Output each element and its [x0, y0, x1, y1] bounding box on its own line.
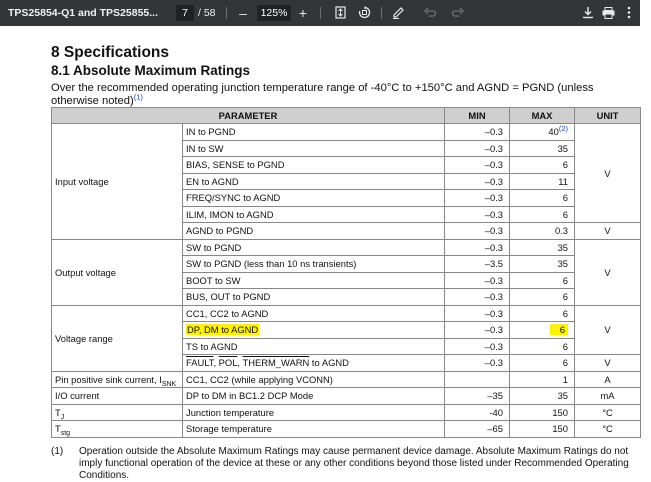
max-cell: 0.3: [510, 223, 575, 240]
table-row: [52, 124, 641, 141]
row-label: I/O current: [52, 388, 183, 405]
header-unit: UNIT: [575, 108, 641, 124]
zoom-in-button[interactable]: +: [298, 5, 308, 21]
max-cell: 35: [510, 239, 575, 256]
param-cell: Storage temperature: [183, 421, 445, 438]
footnote-ref-1[interactable]: (1): [133, 91, 143, 101]
row-label: [52, 404, 183, 421]
separator-text: ,: [213, 357, 219, 369]
param-cell: [183, 355, 445, 372]
param-cell: EN to AGND: [183, 173, 445, 190]
footnote-number: (1): [51, 446, 64, 457]
min-cell: –0.3: [445, 305, 510, 322]
footnote-text: Operation outside the Absolute Maximum Ratings may cause permanent device damage. Absolute Maximum Ratings do not imply functional operation of the device at these or any other conditions beyond those listed under Recommended Operating Conditions.: [79, 446, 629, 481]
highlighted-param: DP, DM to AGND: [187, 324, 259, 336]
param-cell: IN to SW: [183, 140, 445, 157]
min-cell: –0.3: [445, 157, 510, 174]
max-cell: 35: [510, 256, 575, 273]
max-cell: 6: [510, 338, 575, 355]
group-label: Voltage range: [52, 305, 183, 371]
unit-cell: V: [575, 239, 641, 305]
min-cell: –0.3: [445, 173, 510, 190]
label-subscript: J: [60, 413, 65, 421]
unit-cell: V: [575, 305, 641, 355]
table-row: [52, 388, 641, 405]
unit-cell: mA: [575, 388, 641, 405]
unit-cell: V: [575, 223, 641, 240]
label-subscript: stg: [60, 430, 71, 438]
max-cell: 6: [510, 289, 575, 306]
page-total: / 58: [198, 7, 216, 19]
param-cell: BIAS, SENSE to PGND: [183, 157, 445, 174]
page-number-input[interactable]: 7: [176, 5, 194, 21]
unit-cell: °C: [575, 404, 641, 421]
header-parameter: PARAMETER: [52, 108, 445, 124]
param-cell: IN to PGND: [183, 124, 445, 141]
suffix-text: to AGND: [309, 357, 349, 369]
rotate-icon[interactable]: [354, 0, 374, 26]
min-cell: –0.3: [445, 223, 510, 240]
param-cell: FREQ/SYNC to AGND: [183, 190, 445, 207]
print-icon[interactable]: [598, 0, 618, 26]
min-cell: –65: [445, 421, 510, 438]
param-cell: CC1, CC2 (while applying VCONN): [183, 371, 445, 388]
param-cell: SW to PGND (less than 10 ns transients): [183, 256, 445, 273]
row-label: [52, 421, 183, 438]
max-cell: 1: [510, 371, 575, 388]
unit-cell: V: [575, 355, 641, 372]
pol-label: $\overline{POL}$: [218, 357, 238, 369]
zoom-out-button[interactable]: –: [239, 5, 247, 21]
min-cell: [445, 371, 510, 388]
max-cell: [510, 124, 575, 141]
min-cell: –0.3: [445, 140, 510, 157]
min-cell: –35: [445, 388, 510, 405]
max-cell: 35: [510, 388, 575, 405]
param-cell: Junction temperature: [183, 404, 445, 421]
min-cell: –0.3: [445, 272, 510, 289]
table-header-row: [52, 108, 641, 124]
header-max: MAX: [510, 108, 575, 124]
table-row: [52, 404, 641, 421]
unit-cell: °C: [575, 421, 641, 438]
param-cell: AGND to PGND: [183, 223, 445, 240]
param-cell: BUS, OUT to PGND: [183, 289, 445, 306]
toolbar-divider: [381, 7, 382, 19]
max-cell: 6: [510, 206, 575, 223]
header-min: MIN: [445, 108, 510, 124]
table-row: [52, 305, 641, 322]
toolbar-divider: [320, 7, 321, 19]
param-cell: [183, 322, 445, 339]
min-cell: –0.3: [445, 355, 510, 372]
label-subscript: SNK: [161, 380, 177, 388]
intro-sentence: Over the recommended operating junction temperature range of -40°C to +150°C and AGND = PGND (unless otherwise noted): [51, 82, 594, 107]
param-cell: ILIM, IMON to AGND: [183, 206, 445, 223]
param-cell: BOOT to SW: [183, 272, 445, 289]
param-cell: DP to DM in BC1.2 DCP Mode: [183, 388, 445, 405]
min-cell: –0.3: [445, 206, 510, 223]
min-cell: –0.3: [445, 190, 510, 207]
min-cell: –0.3: [445, 124, 510, 141]
download-icon[interactable]: [578, 0, 598, 26]
more-menu-icon[interactable]: [619, 0, 639, 26]
group-label: Input voltage: [52, 124, 183, 240]
max-cell: 6: [510, 190, 575, 207]
separator-text: ,: [237, 357, 243, 369]
table-row: [52, 239, 641, 256]
max-cell: 6: [510, 272, 575, 289]
param-cell: CC1, CC2 to AGND: [183, 305, 445, 322]
max-cell: 150: [510, 404, 575, 421]
max-cell: 35: [510, 140, 575, 157]
max-cell: 6: [510, 157, 575, 174]
intro-text: [51, 82, 641, 107]
table-row: [52, 371, 641, 388]
param-cell: SW to PGND: [183, 239, 445, 256]
fit-page-icon[interactable]: [330, 0, 350, 26]
footnote-ref-2[interactable]: (2): [558, 124, 568, 134]
min-cell: –0.3: [445, 239, 510, 256]
undo-icon[interactable]: [420, 0, 440, 26]
label-text: T: [55, 423, 61, 435]
unit-cell: V: [575, 124, 641, 223]
max-cell: [510, 322, 575, 339]
therm-warn-label: THERM_WARN: [242, 357, 310, 369]
row-label: [52, 371, 183, 388]
section-title: 8 Specifications: [51, 44, 170, 61]
table-row: [52, 421, 641, 438]
absolute-max-ratings-table: [51, 107, 641, 438]
subsection-title: 8.1 Absolute Maximum Ratings: [51, 63, 251, 78]
max-cell: 6: [510, 355, 575, 372]
min-cell: –0.3: [445, 289, 510, 306]
toolbar-divider: [226, 7, 227, 19]
max-value: 40: [548, 126, 559, 138]
unit-cell: A: [575, 371, 641, 388]
group-label: Output voltage: [52, 239, 183, 305]
min-cell: –0.3: [445, 322, 510, 339]
min-cell: -40: [445, 404, 510, 421]
fault-label: FAULT: [186, 357, 214, 369]
label-text: T: [55, 406, 61, 418]
zoom-level-input[interactable]: 125%: [257, 5, 291, 21]
max-cell: 6: [510, 305, 575, 322]
highlighted-max: 6: [550, 324, 568, 335]
redo-icon[interactable]: [448, 0, 468, 26]
pdf-toolbar: [0, 0, 640, 26]
min-cell: –0.3: [445, 338, 510, 355]
label-text: Pin positive sink current, I: [55, 373, 162, 385]
max-cell: 150: [510, 421, 575, 438]
annotate-icon[interactable]: [388, 0, 408, 26]
pdf-page: [0, 26, 640, 481]
document-title: TPS25854-Q1 and TPS25855...: [8, 7, 158, 19]
max-cell: 11: [510, 173, 575, 190]
param-cell: TS to AGND: [183, 338, 445, 355]
min-cell: –3.5: [445, 256, 510, 273]
